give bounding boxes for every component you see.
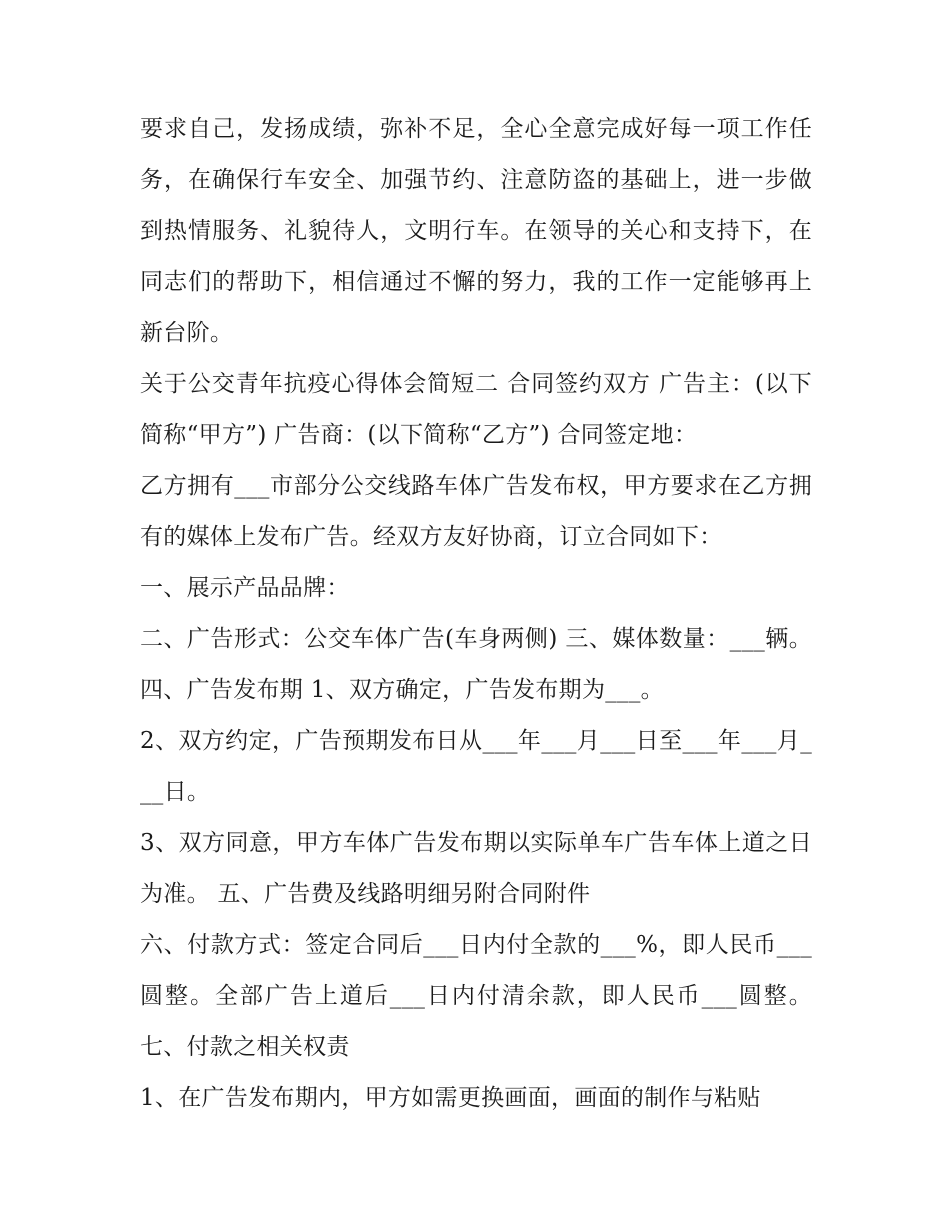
paragraph-contract-intro: 乙方拥有___市部分公交线路车体广告发布权，甲方要求在乙方拥有的媒体上发布广告。经双方友好协商，订立合同如下： bbox=[140, 473, 812, 550]
paragraph-rights: 1、在广告发布期内，甲方如需更换画面，画面的制作与粘贴 bbox=[140, 1085, 761, 1111]
document-body bbox=[140, 104, 812, 1124]
paragraph-product-brand: 一、展示产品品牌： bbox=[140, 575, 350, 601]
paragraph-payment: 六、付款方式：签定合同后___日内付全款的___%，即人民币___圆整。全部广告上道后___日内付清余款，即人民币___圆整。 七、付款之相关权责 bbox=[140, 932, 812, 1060]
paragraph-ad-dates: 2、双方约定，广告预期发布日从___年___月___日至___年___月___日。 bbox=[140, 728, 812, 805]
paragraph-ad-start: 3、双方同意，甲方车体广告发布期以实际单车广告车体上道之日为准。 五、广告费及线路明细另附合同附件 bbox=[140, 830, 812, 907]
paragraph-ad-form: 二、广告形式：公交车体广告(车身两侧) 三、媒体数量：___辆。 四、广告发布期 1、双方确定，广告发布期为___。 bbox=[140, 626, 812, 703]
paragraph-contract-parties: 关于公交青年抗疫心得体会简短二 合同签约双方 广告主：(以下简称“甲方”) 广告商：(以下简称“乙方”) 合同签定地： bbox=[140, 371, 812, 448]
paragraph-work-summary: 要求自己，发扬成绩，弥补不足，全心全意完成好每一项工作任务，在确保行车安全、加强节约、注意防盗的基础上，进一步做到热情服务、礼貌待人，文明行车。在领导的关心和支持下，在同志们的帮助下，相信通过不懈的努力，我的工作一定能够再上新台阶。 bbox=[140, 116, 812, 346]
